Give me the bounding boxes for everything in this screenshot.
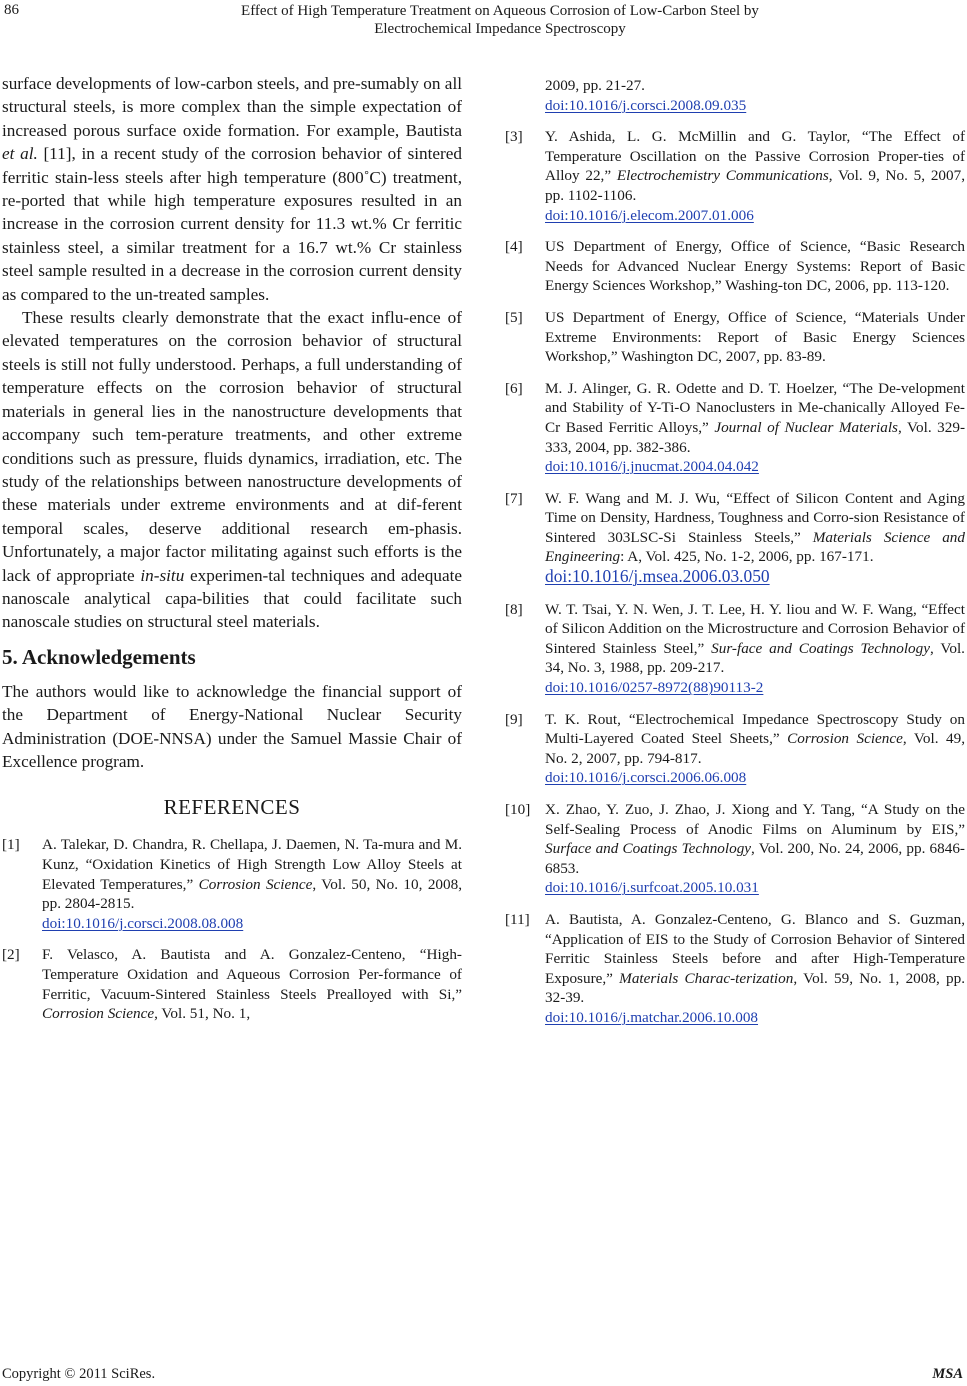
doi-link[interactable]: doi:10.1016/j.matchar.2006.10.008 [545,1008,759,1026]
reference-9 [505,710,965,788]
body-paragraph-2: These results clearly demonstrate that the exact influ-ence of elevated temperatures on the corrosion behavior of structural steels is still not fully understood. Perhaps, a full understanding of temperature effects on the corrosion behavior of structural materials in general lies in the nanostructure developments that accompany such tem-perature treatments, and other extreme conditions such as pressure, fluids dynamics, irradiation, etc. The study of the relationships between nanostructure developments of these materials under extreme environments and at dif-ferent temporal scales, deserve additional research em-phasis. Unfortunately, a major factor militating against such efforts is the lack of appropriate in-situ experimen-tal techniques and adequate nanoscale analytical capa-bilities that could facilitate such nanoscale studies on structural steel materials. [2,308,462,632]
reference-number: [2] [2,946,20,964]
reference-7 [505,489,965,588]
reference-10 [505,800,965,898]
reference-text: T. K. Rout, “Electrochemical Impedance Spectroscopy Study on Multi-Layered Coated Steel Sheets,” Corrosion Science, Vol. 49, No. 2, 2007, pp. 794-817. doi:10.1016/j.corsci.2006.06.008 [545,710,965,787]
reference-text: W. F. Wang and M. J. Wu, “Effect of Silicon Content and Aging Time on Density, Hardness, Toughness and Corro-sion Resistance of Sintered 303LSC-Si Stainless Steels,” Materials Science and Engineering: A, Vol. 425, No. 1-2, 2006, pp. 167-171. doi:10.1016/j.msea.2006.03.050 [545,489,965,587]
reference-text: US Department of Energy, Office of Science, “Materials Under Extreme Environments: Report of Basic Energy Sciences Workshop,” Washington DC, 2007, pp. 83-89. [545,308,965,366]
reference-number: [10] [505,801,531,818]
reference-number: [4] [505,238,523,256]
reference-text: A. Bautista, A. Gonzalez-Centeno, G. Blanco and S. Guzman, “Application of EIS to the Study of Corrosion Behavior of Sintered Ferritic Stainless Steels before and after High-Temperature Exposure,” Materials Charac-terization, Vol. 59, No. 1, 2008, pp. 32-39. doi:10.1016/j.matchar.2006.10.008 [545,910,965,1026]
reference-number: [8] [505,600,523,618]
reference-text: W. T. Tsai, Y. N. Wen, J. T. Lee, H. Y. liou and W. F. Wang, “Effect of Silicon Addition on the Microstructure and Corrosion Behavior of Sintered Stainless Steel,” Sur-face and Coatings Technology, Vol. 34, No. 3, 1988, pp. 209-217. doi:10.1016/0257-8972(88)90113-2 [545,600,965,697]
reference-6 [505,379,965,477]
references-heading: REFERENCES [163,795,301,820]
doi-link[interactable]: doi:10.1016/j.corsci.2006.06.008 [545,769,747,787]
reference-number: [5] [505,308,523,326]
reference-2 [2,945,462,1023]
doi-link[interactable]: doi:10.1016/j.surfcoat.2005.10.031 [545,879,759,897]
acknowledgements-text: The authors would like to acknowledge the financial support of the Department of Energy-National Nuclear Security Administration (DOE-NNSA) under the Samuel Massie Chair of Excellence program. [2,681,462,771]
reference-text: F. Velasco, A. Bautista and A. Gonzalez-Centeno, “High-Temperature Oxidation and Aqueous Corrosion Per-formance of Ferritic, Vacuum-Sintered Stainless Steels Prealloyed with Si,” Corrosion Science, Vol. 51, No. 1, [42,946,462,1023]
reference-text: US Department of Energy, Office of Science, “Basic Research Needs for Advanced Nuclear Energy Systems: Report of Basic Energy Sciences Workshop,” Washing-ton DC, 2006, pp. 113-120. [545,238,965,295]
reference-4 [505,237,965,296]
reference-11 [505,910,965,1028]
running-head-line1: Effect of High Temperature Treatment on Aqueous Corrosion of Low-Carbon Steel by [241,3,759,19]
acknowledgements-heading: 5. Acknowledgements [2,644,196,669]
page-number: 86 [4,2,19,18]
reference-text: M. J. Alinger, G. R. Odette and D. T. Hoelzer, “The De-velopment and Stability of Y-Ti-O Nanoclusters in Me-chanically Alloyed Fe-Cr Based Ferritic Alloys,” Journal of Nuclear Materials, Vol. 329-333, 2004, pp. 382-386. doi:10.1016/j.jnucmat.2004.04.042 [545,379,966,476]
reference-number: [7] [505,489,523,507]
reference-3 [505,127,965,225]
running-head [150,2,850,38]
doi-link[interactable]: doi:10.1016/0257-8972(88)90113-2 [545,679,764,697]
reference-number: [1] [2,836,20,854]
reference-number: [9] [505,710,523,728]
reference-1 [2,835,462,933]
doi-link[interactable]: doi:10.1016/j.jnucmat.2004.04.042 [545,458,759,476]
reference-5 [505,308,965,367]
body-paragraph-1: surface developments of low-carbon steels, and pre-sumably on all structural steels, is more complex than the simple expectation of increased porous surface oxide formation. For example, Bautista et al. [11], in a recent study of the corrosion behavior of sintered ferritic stain-less steels after high temperature (800˚C) treatment, re-ported that while high temperature exposures resulted in an increase in the corrosion current density for 11.3 wt.% Cr ferritic stainless steel, a similar treatment for a 16.7 wt.% Cr stainless steel sample resulted in a decrease in the corrosion current density as compared to the un-treated samples. [2,74,462,304]
reference-text: A. Talekar, D. Chandra, R. Chellapa, J. Daemen, N. Ta-mura and M. Kunz, “Oxidation Kinetics of High Strength Low Alloy Steels at Elevated Temperatures,” Corrosion Science, Vol. 50, No. 10, 2008, pp. 2804-2815. doi:10.1016/j.corsci.2008.08.008 [42,836,462,932]
reference-number: [6] [505,379,523,397]
left-column [2,72,462,1036]
reference-8 [505,600,965,698]
reference-text: X. Zhao, Y. Zuo, J. Zhao, J. Xiong and Y. Tang, “A Study on the Self-Sealing Process of Anodic Films on Aluminum by EIS,” Surface and Coatings Technology, Vol. 200, No. 24, 2006, pp. 6846-6853. doi:10.1016/j.surfcoat.2005.10.031 [545,801,965,897]
doi-link[interactable]: doi:10.1016/j.corsci.2008.09.035 [545,96,747,114]
reference-2-continuation: 2009, pp. 21-27. doi:10.1016/j.corsci.2008.09.035 [545,77,747,114]
doi-link[interactable]: doi:10.1016/j.msea.2006.03.050 [545,566,770,587]
right-column [505,76,965,1040]
footer-journal: MSA [932,1366,963,1382]
footer-copyright: Copyright © 2011 SciRes. [2,1366,156,1382]
reference-number: [11] [505,910,530,928]
reference-number: [3] [505,128,523,146]
running-head-line2: Electrochemical Impedance Spectroscopy [374,21,626,37]
doi-link[interactable]: doi:10.1016/j.elecom.2007.01.006 [545,206,754,224]
doi-link[interactable]: doi:10.1016/j.corsci.2008.08.008 [42,914,244,932]
reference-text: Y. Ashida, L. G. McMillin and G. Taylor, “The Effect of Temperature Oscillation on the Passive Corrosion Proper-ties of Alloy 22,” Electrochemistry Communications, Vol. 9, No. 5, 2007, pp. 1102-1106. doi:10.1016/j.elecom.2007.01.006 [545,128,965,224]
